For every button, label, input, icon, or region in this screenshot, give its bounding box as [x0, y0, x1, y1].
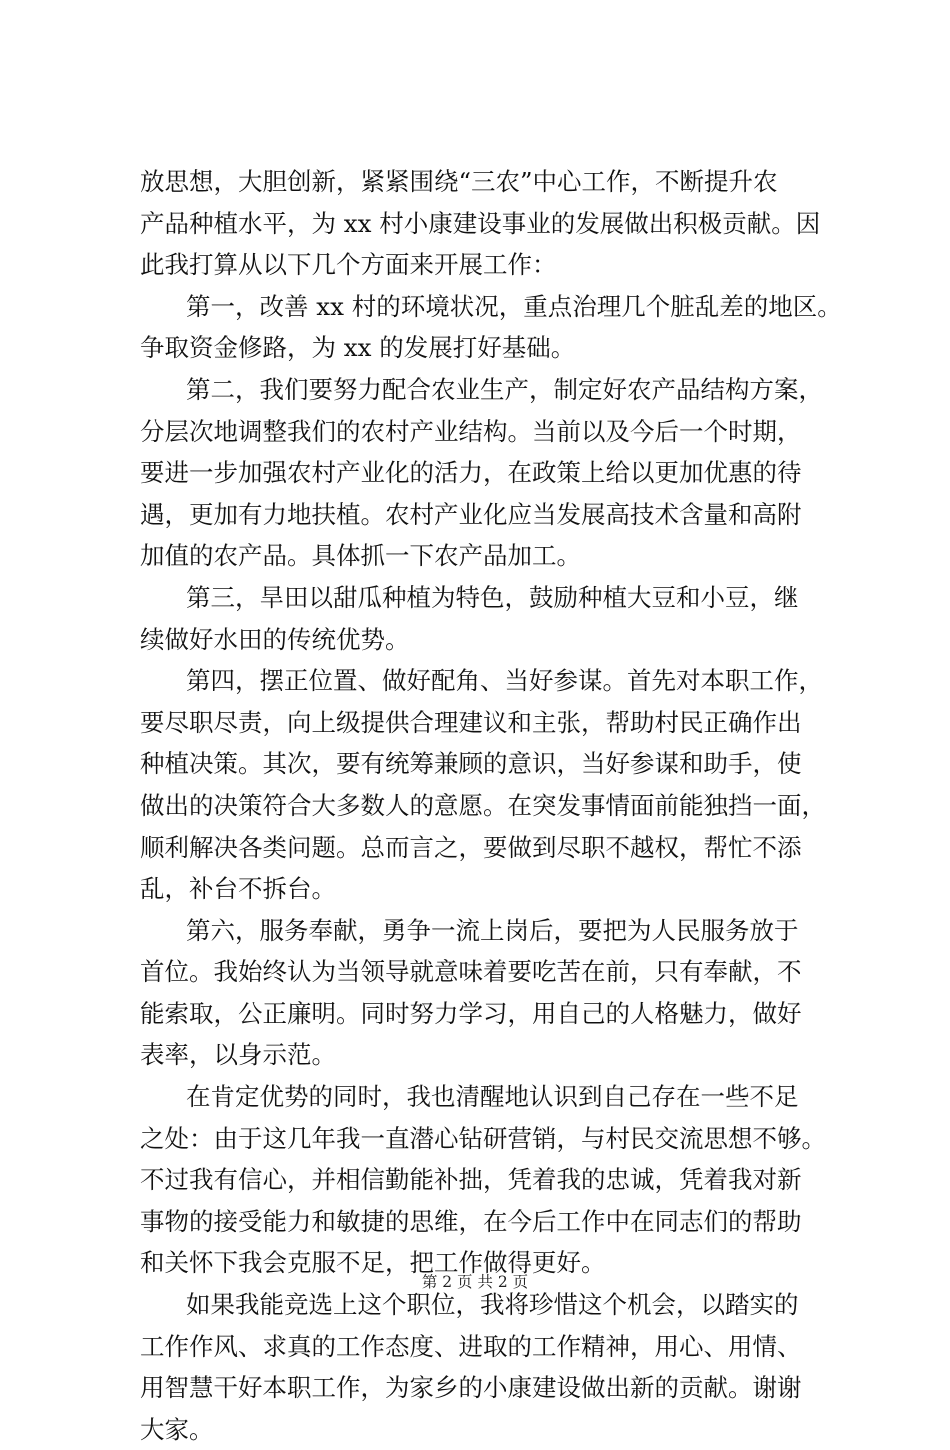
body-line: 首位。我始终认为当领导就意味着要吃苦在前，只有奉献，不 — [140, 957, 802, 987]
body-line: 续做好水田的传统优势。 — [140, 624, 410, 654]
body-line: 表率，以身示范。 — [140, 1040, 336, 1070]
body-line: 要尽职尽责，向上级提供合理建议和主张，帮助村民正确作出 — [140, 707, 802, 737]
body-line: 此我打算从以下几个方面来开展工作： — [140, 250, 557, 280]
body-line: 争取资金修路，为 xx 的发展打好基础。 — [140, 333, 576, 363]
paragraph-start-line: 第六，服务奉献，勇争一流上岗后，要把为人民服务放于 — [186, 915, 799, 945]
body-line: 和关怀下我会克服不足，把工作做得更好。 — [140, 1248, 606, 1278]
page-number-footer: 第 2 页 共 2 页 — [421, 1273, 529, 1291]
body-line: 放思想，大胆创新，紧紧围绕“三农”中心工作，不断提升农 — [140, 167, 778, 196]
body-line: 事物的接受能力和敏捷的思维，在今后工作中在同志们的帮助 — [140, 1206, 802, 1236]
paragraph-start-line: 第四，摆正位置、做好配角、当好参谋。首先对本职工作， — [186, 666, 823, 696]
paragraph-start-line: 在肯定优势的同时，我也清醒地认识到自己存在一些不足 — [186, 1082, 799, 1112]
paragraph-start-line: 第二，我们要努力配合农业生产，制定好农产品结构方案， — [186, 374, 823, 404]
body-line: 分层次地调整我们的农村产业结构。当前以及今后一个时期， — [140, 416, 802, 446]
body-line: 产品种植水平，为 xx 村小康建设事业的发展做出积极贡献。因 — [140, 208, 821, 238]
paragraph-start-line: 第三，旱田以甜瓜种植为特色，鼓励种植大豆和小豆，继 — [186, 582, 799, 612]
body-line: 乱，补台不拆台。 — [140, 874, 336, 904]
body-line: 能索取，公正廉明。同时努力学习，用自己的人格魅力，做好 — [140, 998, 802, 1028]
document-body — [140, 161, 842, 1450]
body-line: 大家。 — [140, 1414, 214, 1444]
body-line: 遇，更加有力地扶植。农村产业化应当发展高技术含量和高附 — [140, 499, 802, 529]
body-line: 用智慧干好本职工作，为家乡的小康建设做出新的贡献。谢谢 — [140, 1373, 802, 1403]
body-line: 加值的农产品。具体抓一下农产品加工。 — [140, 541, 581, 571]
body-line: 不过我有信心，并相信勤能补拙，凭着我的忠诚，凭着我对新 — [140, 1165, 802, 1195]
body-line: 之处：由于这几年我一直潜心钻研营销，与村民交流思想不够。 — [140, 1123, 826, 1153]
paragraph-start-line: 第一，改善 xx 村的环境状况，重点治理几个脏乱差的地区。 — [186, 291, 842, 321]
body-line: 顺利解决各类问题。总而言之，要做到尽职不越权，帮忙不添 — [140, 832, 802, 862]
body-line: 工作作风、求真的工作态度、进取的工作精神，用心、用情、 — [140, 1331, 802, 1361]
body-line: 要进一步加强农村产业化的活力，在政策上给以更加优惠的待 — [140, 458, 802, 488]
paragraph-start-line: 如果我能竞选上这个职位，我将珍惜这个机会，以踏实的 — [186, 1290, 799, 1320]
body-line: 种植决策。其次，要有统筹兼顾的意识，当好参谋和助手，使 — [140, 749, 802, 779]
body-line: 做出的决策符合大多数人的意愿。在突发事情面前能独挡一面， — [140, 790, 826, 820]
